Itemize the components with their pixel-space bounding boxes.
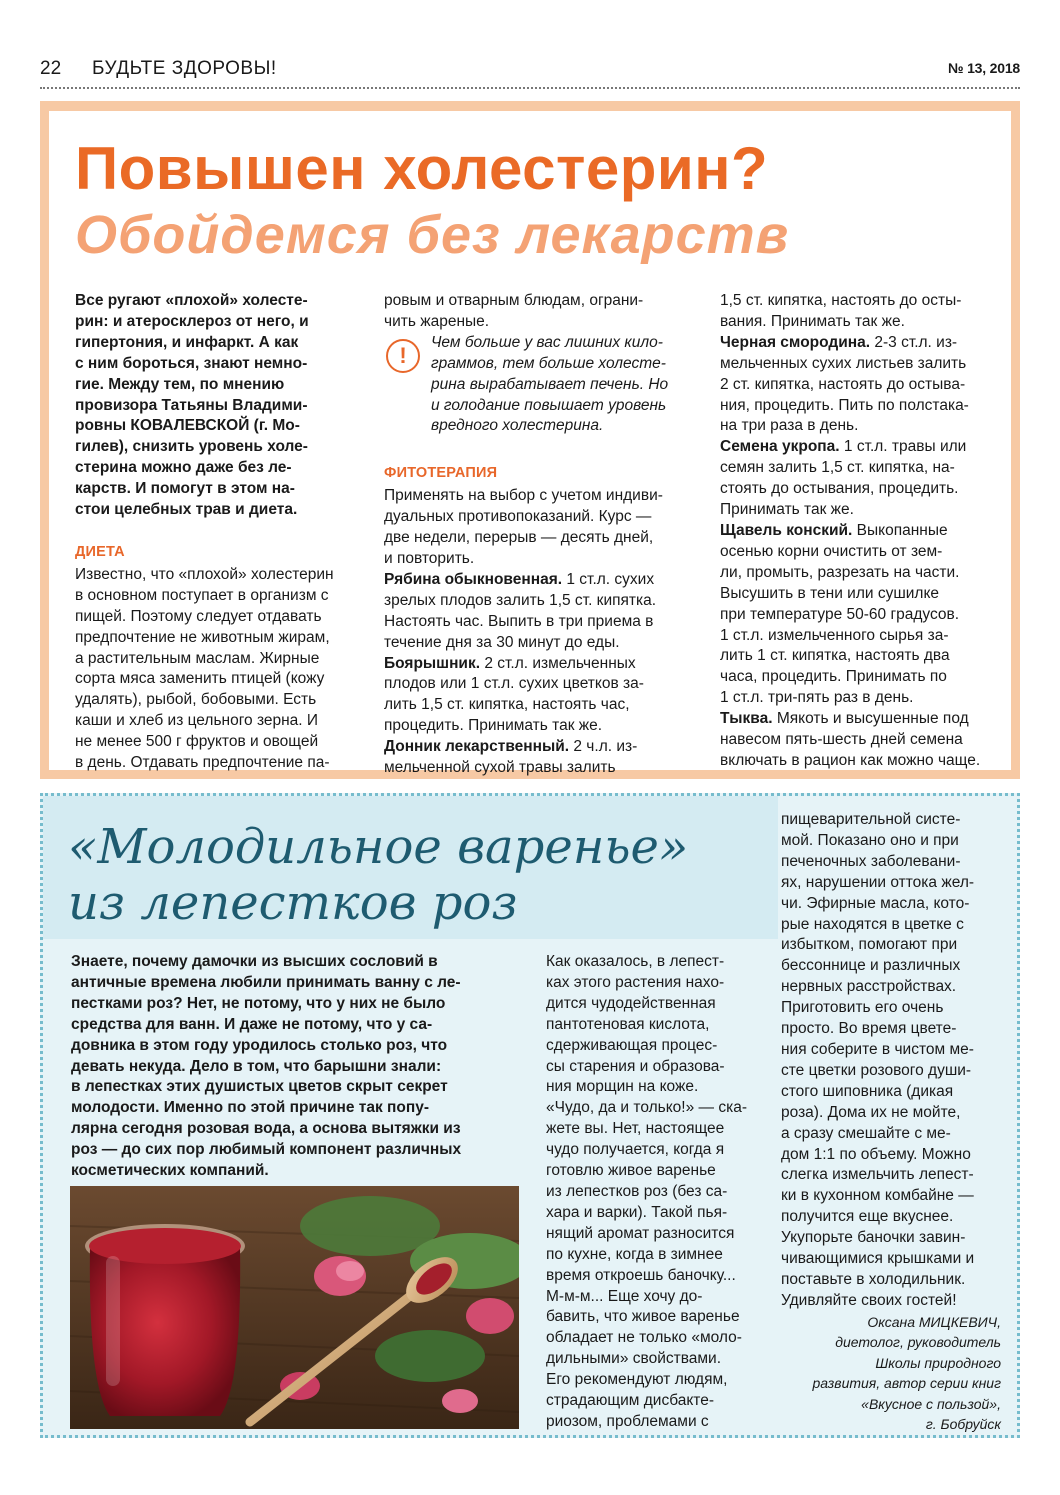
rose-jam-illustration	[70, 1186, 519, 1429]
page-number: 22	[40, 58, 62, 79]
herb-text: 2 ч.л. из- мельченной сухой травы залить	[384, 738, 638, 777]
rose-jam-title-line-2: из лепестков роз	[68, 875, 518, 931]
rose-jam-body-text: пищеварительной систе- мой. Показано оно и при печеночных заболевани- ях, нарушении оттока жел- чи. Эфирные масла, кото- рые находятся в цветке с избытком, помогают при бессоннице и различных нервных расстройствах. Приготовить его очень просто. Во время цвете- ния соберите в чистом ме- сте цветки розового души- стого шиповника (дикая роза). Дома их не мойте, а сразу смешайте с ме- дом 1:1 по объему. Можно слегка измельчить лепест- ки в кухонном комбайне — получится еще вкуснее. Укупорьте баночки завин- чивающимися крышками и поставьте в холодильник. Удивляйте своих гостей!	[781, 811, 975, 1309]
article-column-2	[384, 291, 690, 779]
article-lead: Все ругают «плохой» холесте- рин: и атеросклероз от него, и гипертония, и инфаркт. А как с ним бороться, знают немно- гие. Между тем, по мнению провизора Татьяны Владими- ровны КОВАЛЕВСКОЙ (г. Мо- гилев), снизить уровень холе- стерина можно даже без ле- карств. И помогут в этом на- стои целебных трав и диета.	[75, 292, 309, 519]
diet-text: Известно, что «плохой» холестерин в основном поступает в организм с пищей. Поэтому следует отдавать предпочтение не животным жирам, а растительным маслам. Жирные сорта мяса заменить птицей (кожу удалять), рыбой, бобовыми. Есть каши и хлеб из цельного зерна. И не менее 500 г фруктов и овощей в день. Отдавать предпочтение па-	[75, 565, 334, 772]
rose-jam-title-line-1: «Молодильное варенье»	[68, 819, 689, 875]
herb-text: 1 ст.л. травы или семян залить 1,5 ст. кипятка, на- стоять до остывания, процедить. Принимать так же.	[720, 438, 967, 519]
herb-name: Рябина обыкновенная.	[384, 570, 563, 588]
herb-blackcurrant	[720, 333, 1004, 438]
diet-heading: ДИЕТА	[75, 543, 125, 560]
cholesterol-article-body	[49, 111, 1011, 777]
herb-sorrel	[720, 521, 1004, 709]
rose-jam-body-column-2: Как оказалось, в лепест- ках этого растения нахо- дится чудодейственная пантотеновая кислота, сдерживающая процес- сы старения и образова- ния морщин на коже. «Чудо, да и только!» — ска- жете вы. Нет, настоящее чудо получается, когда я готовлю живое варенье из лепестков роз (без са- хара и варки). Такой пья- нящий аромат разносится по кухне, когда в зимнее время откроешь баночку... М-м-м... Еще хочу до- бавить, что живое варенье обладает не только «моло- дильными» свойствами. Его рекомендуют людям, страдающим дисбакте- риозом, проблемами с	[546, 953, 747, 1430]
rose-jam-photo	[70, 1186, 519, 1429]
herb-name: Семена укропа.	[720, 438, 840, 456]
warning-text: Чем больше у вас лишних кило- граммов, тем больше холесте- рина вырабатывает печень. Но и голодание повышает уровень вредного холестерина.	[431, 333, 669, 435]
issue-number: № 13, 2018	[948, 60, 1020, 76]
herb-dill	[720, 437, 1004, 521]
cholesterol-article	[40, 101, 1020, 779]
phytotherapy-intro: Применять на выбор с учетом индиви- дуальных противопоказаний. Курс — две недели, перерыв — десять дней, и повторить.	[384, 487, 663, 567]
herb-rowan	[384, 570, 690, 654]
herb-hawthorn	[384, 654, 690, 738]
article-title: Повышен холестерин?	[75, 135, 769, 202]
herb-name: Донник лекарственный.	[384, 738, 570, 756]
article-column-3	[720, 291, 1004, 772]
herb-text: 2-3 ст.л. из- мельченных сухих листьев залить 2 ст. кипятка, настоять до остыва- ния, процедить. Пить по полстака- на три раза в день.	[720, 333, 969, 435]
warning-note	[384, 333, 690, 438]
herb-name: Боярышник.	[384, 654, 481, 672]
herb-name: Тыква.	[720, 710, 773, 728]
rose-jam-header	[43, 796, 778, 939]
herb-melilot-continued: 1,5 ст. кипятка, настоять до осты- вания. Принимать так же.	[720, 292, 962, 330]
header-divider	[40, 87, 1020, 89]
rose-jam-article	[40, 793, 1020, 1438]
article-column-1	[75, 291, 359, 774]
rose-jam-body-column-3	[781, 810, 1001, 1435]
rose-jam-title	[68, 819, 688, 931]
diet-text-continued: ровым и отварным блюдам, ограни- чить жареные.	[384, 292, 644, 330]
phytotherapy-heading: ФИТОТЕРАПИЯ	[384, 465, 498, 482]
page-header	[40, 56, 1020, 86]
herb-melilot	[384, 737, 690, 779]
article-subtitle: Обойдемся без лекарств	[75, 205, 790, 265]
herb-text: Мякоть и высушенные под навесом пять-шесть дней семена включать в рацион как можно чаще.	[720, 710, 981, 769]
herb-text: 2 ст.л. измельченных плодов или 1 ст.л. сухих цветков за- лить 1,5 ст. кипятка, настоять час, процедить. Принимать так же.	[384, 654, 644, 735]
section-title: БУДЬТЕ ЗДОРОВЫ!	[92, 58, 277, 79]
article-author: Оксана МИЦКЕВИЧ, диетолог, руководитель Школы природного развития, автор серии книг «Вкусное с пользой», г. Бобруйск	[812, 1313, 1001, 1433]
exclamation-icon: !	[386, 339, 420, 373]
rose-jam-lead: Знаете, почему дамочки из высших сословий в античные времена любили принимать ванну с ле- пестками роз? Нет, не потому, что у них не было средства для ванн. И даже не потому, что у са- довника в этом году уродилось столько роз, что девать некуда. Дело в том, что барышни знали: в лепестках этих душистых цветов скрыт секрет молодости. Именно по этой причине так попу- лярна сегодня розовая вода, а основа вытяжки из роз — до сих пор любимый компонент различных косметических компаний.	[71, 953, 462, 1180]
herb-name: Черная смородина.	[720, 333, 871, 351]
herb-pumpkin	[720, 709, 1004, 772]
herb-text: Выкопанные осенью корни очистить от зем- ли, промыть, разрезать на части. Высушить в тени или сушилке при температуре 50-60 градусов. 1 ст.л. измельченного сырья за- лить 1 ст. кипятка, настоять два часа, процедить. Принимать по 1 ст.л. три-пять раз в день.	[720, 521, 960, 707]
herb-name: Щавель конский.	[720, 521, 853, 539]
herb-text: 1 ст.л. сухих зрелых плодов залить 1,5 ст. кипятка. Настоять час. Выпить в три приема в течение дня за 30 минут до еды.	[384, 570, 657, 651]
